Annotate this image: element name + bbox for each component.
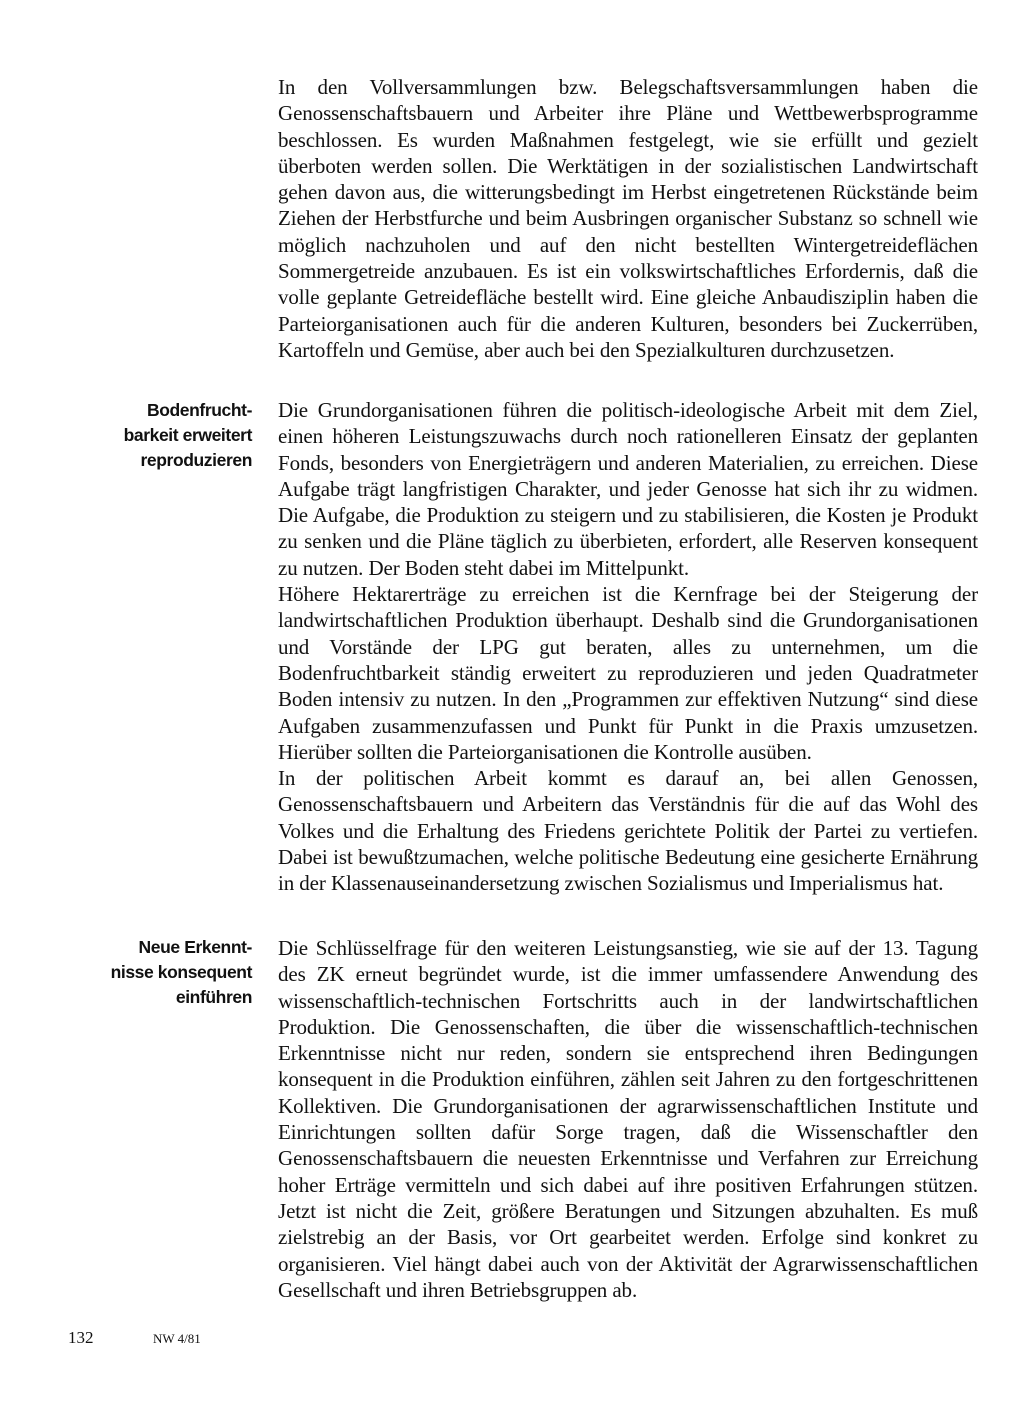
side-heading-line: nisse konsequent: [110, 962, 252, 982]
paragraph: Höhere Hektarerträge zu erreichen ist die Kernfrage bei der Steigerung der landwirtschaftlichen Produktion überhaupt. Deshalb sind die Grundorganisationen und Vorstände der LPG gut beraten, alles zu unternehmen, um die Bodenfruchtbarkeit ständig erweitert zu reproduzieren und jeden Quadratmeter Boden intensiv zu nutzen. In den „Programmen zur effektiven Nutzung“ sind diese Aufgaben zusammenzufassen und Punkt für Punkt in die Praxis umzusetzen. Hierüber sollten die Parteiorganisationen die Kontrolle ausüben.: [278, 582, 978, 764]
side-heading-line: barkeit erweitert: [123, 425, 252, 445]
issue-label: NW 4/81: [153, 1331, 201, 1346]
paragraph: In den Vollversammlungen bzw. Belegschaftsversammlungen haben die Genossenschaftsbauern und Arbeiter ihre Pläne und Wettbewerbsprogramme beschlossen. Es wurden Maßnahmen festgelegt, wie sie erfüllt und gezielt überboten werden sollen. Die Werktätigen in der sozialistischen Landwirtschaft gehen davon aus, die witterungsbedingt im Herbst eingetretenen Rückstände beim Ziehen der Herbstfurche und beim Ausbringen organischer Substanz so schnell wie möglich nachzuholen und auf den nicht bestellten Wintergetreideflächen Sommergetreide anzubauen. Es ist ein volkswirtschaftliches Erfordernis, daß die volle geplante Getreidefläche bestellt wird. Eine gleiche Anbaudisziplin haben die Parteiorganisationen auch für die anderen Kulturen, besonders bei Zuckerrüben, Kartoffeln und Gemüse, aber auch bei den Spezialkulturen durchzusetzen.: [278, 75, 978, 362]
section-intro: [278, 74, 978, 363]
paragraph: In der politischen Arbeit kommt es darauf an, bei allen Genossen, Genossenschaftsbauern und Arbeitern das Verständnis für die auf das Wohl des Volkes und die Erhaltung des Friedens gerichtete Politik der Partei zu vertiefen. Dabei ist bewußtzumachen, welche politische Bedeutung eine gesicherte Ernährung in der Klassenauseinandersetzung zwischen Sozialismus und Imperialismus hat.: [278, 766, 978, 896]
side-heading-line: reproduzieren: [140, 450, 252, 470]
side-heading-line: einführen: [175, 987, 252, 1007]
section-new-knowledge: [278, 935, 978, 1303]
page-number: 132: [68, 1328, 94, 1347]
side-heading-soil-fertility: [60, 398, 252, 473]
paragraph: Die Schlüsselfrage für den weiteren Leistungsanstieg, wie sie auf der 13. Tagung des ZK erneut begründet wurde, ist die immer umfassendere Anwendung des wissenschaftlich-technischen Fortschritts auch in der landwirtschaftlichen Produktion. Die Genossenschaften, die über die wissenschaftlich-technischen Erkenntnisse nicht nur reden, sondern sie entsprechend ihren Bedingungen konsequent in die Produktion einführen, zählen seit Jahren zu den fortgeschrittenen Kollektiven. Die Grundorganisationen der agrarwissenschaftlichen Institute und Einrichtungen sollten dafür Sorge tragen, daß die Wissenschaftler den Genossenschaftsbauern die neuesten Erkenntnisse und Verfahren zur Erreichung hoher Erträge vermitteln und sich dabei auf ihre positiven Erfahrungen stützen. Jetzt ist nicht die Zeit, größere Beratungen und Sitzungen abzuhalten. Es muß zielstrebig an der Basis, vor Ort gearbeitet werden. Erfolge sind konkret zu organisieren. Viel hängt dabei auch von der Aktivität der Agrarwissenschaftlichen Gesellschaft und ihren Betriebsgruppen ab.: [278, 936, 978, 1302]
side-heading-line: Bodenfrucht-: [146, 400, 252, 420]
side-heading-line: Neue Erkennt-: [138, 937, 252, 957]
side-heading-new-knowledge: [60, 935, 252, 1010]
paragraph: Die Grundorganisationen führen die politisch-ideologische Arbeit mit dem Ziel, einen höheren Leistungszuwachs durch noch rationelleren Einsatz der geplanten Fonds, besonders von Energieträgern und anderen Materialien, zu erreichen. Diese Aufgabe trägt langfristigen Charakter, und jeder Genosse hat sich ihr zu widmen. Die Aufgabe, die Produktion zu steigern und zu stabilisieren, die Kosten je Produkt zu senken und die Pläne täglich zu überbieten, erfordert, alle Reserven konsequent zu nutzen. Der Boden steht dabei im Mittelpunkt.: [278, 398, 978, 580]
section-soil-fertility: [278, 397, 978, 897]
